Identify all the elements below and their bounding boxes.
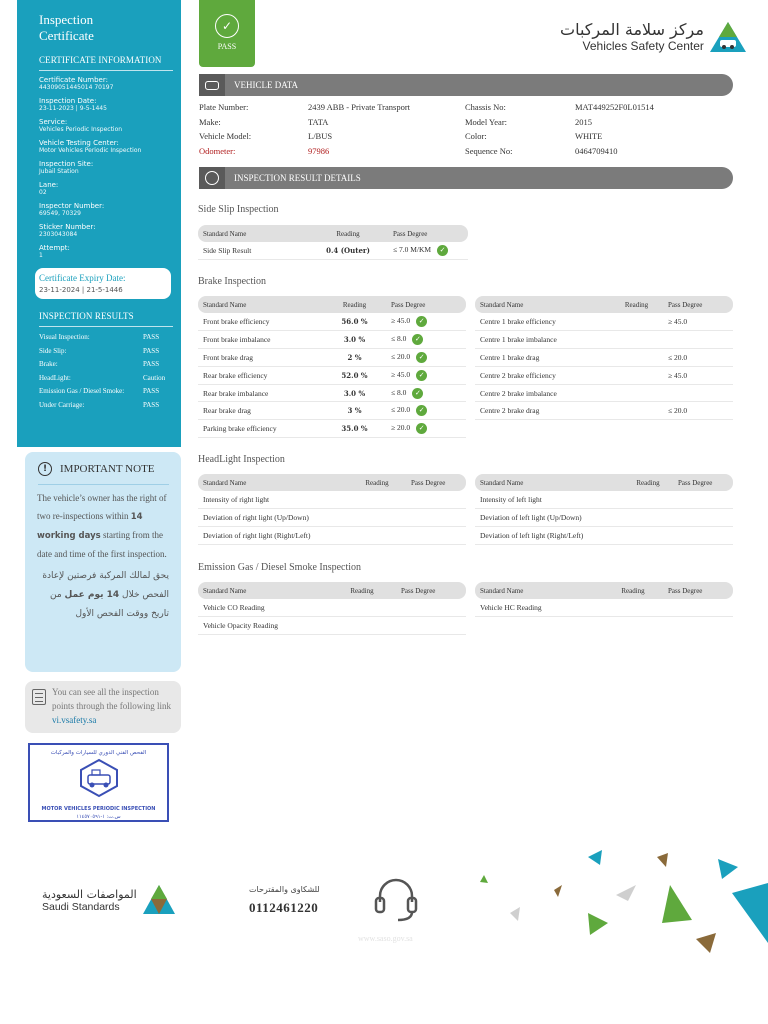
table-row: [198, 402, 466, 420]
link-box-text: You can see all the inspection points through the following link: [52, 687, 171, 711]
result-row: [39, 385, 173, 399]
cell-pass-degree: [673, 491, 733, 509]
table-row: [198, 366, 466, 384]
sidebar-title: [39, 12, 173, 44]
cert-field-value: 23-11-2023 | 9-5-1445: [39, 105, 107, 112]
vehicle-right-labels: [465, 100, 512, 158]
cert-field-value: 69549, 70329: [39, 210, 81, 217]
result-value: PASS: [143, 360, 160, 368]
column-header-name: Standard Name: [198, 474, 348, 491]
cell-reading: [610, 384, 663, 402]
result-row: [39, 345, 173, 359]
exclamation-icon: !: [38, 462, 52, 476]
cert-fields: [39, 76, 173, 260]
logo-arabic: مركز سلامة المركبات: [560, 19, 704, 39]
check-icon: ✓: [416, 423, 427, 434]
pass-degree-text: ≥ 45.0: [668, 317, 688, 327]
important-note: [25, 452, 181, 672]
cell-standard-name: Intensity of right light: [198, 491, 348, 509]
pass-degree-text: ≥ 45.0: [391, 316, 411, 326]
vehicle-value: 2439 ABB - Private Transport: [308, 102, 411, 112]
headset-icon: [372, 876, 420, 922]
cell-reading: [610, 402, 663, 420]
table-row: [198, 527, 466, 545]
result-value: PASS: [143, 387, 160, 395]
cell-standard-name: Centre 2 brake efficiency: [475, 366, 610, 384]
result-row: [39, 331, 173, 345]
result-label: HeadLight:: [39, 373, 71, 382]
cell-reading: [623, 527, 673, 545]
cell-standard-name: Vehicle HC Reading: [475, 599, 603, 617]
vehicle-value: 0464709410: [575, 145, 618, 156]
cell-reading: 35.0 %: [323, 420, 386, 438]
vehicle-value: 2015: [575, 116, 592, 127]
vehicle-label: Vehicle Model:: [199, 131, 252, 142]
cell-reading: 0.4 (Outer): [308, 242, 388, 260]
gear-icon: [199, 167, 225, 189]
inspection-link[interactable]: vi.vsafety.sa: [52, 715, 97, 725]
cert-field-label: Inspection Site:: [39, 160, 94, 168]
vehicle-left-labels: [199, 100, 251, 158]
column-header-reading: Reading: [610, 296, 663, 313]
cell-pass-degree: [663, 349, 733, 367]
expiry-value: 23-11-2024 | 21-5-1446: [39, 286, 123, 294]
note-en-2: starting from the date and time of the first inspection.: [37, 530, 167, 559]
inspection-results-heading: INSPECTION RESULTS: [39, 311, 173, 327]
cert-field-label: Inspection Date:: [39, 97, 97, 105]
cert-field-value: Motor Vehicles Periodic Inspection: [39, 147, 142, 154]
cell-standard-name: Rear brake drag: [198, 402, 323, 420]
vehicle-label: Make:: [199, 116, 221, 127]
cell-standard-name: Centre 1 brake drag: [475, 349, 610, 367]
column-header-pass: Pass Degree: [663, 296, 733, 313]
check-icon: ✓: [416, 316, 427, 327]
cert-info-heading: CERTIFICATE INFORMATION: [39, 55, 173, 71]
emission-table-left: [198, 582, 466, 635]
cell-pass-degree: [388, 242, 468, 260]
column-header-name: Standard Name: [475, 474, 623, 491]
vehicle-right-values: [575, 100, 654, 158]
document-icon: [32, 689, 46, 705]
cell-pass-degree: [386, 366, 466, 384]
stamp-english: MOTOR VEHICLES PERIODIC INSPECTION: [41, 806, 156, 812]
cert-field-label: Vehicle Testing Center:: [39, 139, 119, 147]
cell-reading: 56.0 %: [323, 313, 386, 331]
table-row: [198, 331, 466, 349]
check-icon: ✓: [412, 388, 423, 399]
cert-field-value: Jubail Station: [39, 168, 79, 175]
cell-pass-degree: [396, 599, 466, 617]
inspection-results-list: [39, 331, 173, 412]
check-icon: ✓: [437, 245, 448, 256]
note-heading: [38, 462, 169, 485]
table-row: [475, 509, 733, 527]
cert-field-label: Sticker Number:: [39, 223, 96, 231]
cell-standard-name: Centre 1 brake efficiency: [475, 313, 610, 331]
cell-pass-degree: [663, 384, 733, 402]
side-slip-heading: Side Slip Inspection: [198, 204, 279, 215]
cell-pass-degree: [406, 527, 466, 545]
column-header-name: Standard Name: [198, 225, 308, 242]
website-footer: www.saso.gov.sa: [358, 934, 413, 943]
check-icon: ✓: [416, 370, 427, 381]
pass-degree-text: ≤ 20.0: [391, 405, 411, 415]
note-english: [37, 489, 169, 563]
cell-pass-degree: [406, 509, 466, 527]
cell-reading: 52.0 %: [323, 366, 386, 384]
table-row: [198, 509, 466, 527]
note-ar-1: يحق لمالك المركبة فرصتين لإعادة الفحص خلال: [42, 571, 169, 600]
result-label: Under Carriage:: [39, 400, 85, 409]
vehicle-data-heading: VEHICLE DATA: [234, 80, 299, 90]
result-value: PASS: [143, 333, 160, 341]
side-slip-table: [198, 225, 468, 260]
cell-standard-name: Front brake imbalance: [198, 331, 323, 349]
sidebar-title-line1: Inspection: [39, 12, 94, 27]
cert-field-value: 1: [39, 252, 43, 259]
result-label: Brake:: [39, 360, 58, 368]
cell-reading: [603, 599, 663, 617]
result-row: [39, 358, 173, 372]
cert-field-label: Certificate Number:: [39, 76, 108, 84]
column-header-pass: Pass Degree: [406, 474, 466, 491]
saso-english: Saudi Standards: [42, 900, 120, 913]
cell-standard-name: Deviation of right light (Right/Left): [198, 527, 348, 545]
cert-field-label: Attempt:: [39, 244, 70, 252]
column-header-name: Standard Name: [475, 296, 610, 313]
inspection-stamp: [28, 743, 169, 822]
result-label: Emission Gas / Diesel Smoke:: [39, 387, 125, 395]
expiry-box: [35, 268, 171, 299]
brake-heading: Brake Inspection: [198, 276, 267, 287]
note-ar-2: من تاريخ ووقت الفحص الأول: [49, 590, 169, 619]
brake-table-left: [198, 296, 466, 438]
cell-standard-name: Deviation of left light (Up/Down): [475, 509, 623, 527]
result-label: Side Slip:: [39, 346, 67, 355]
column-header-name: Standard Name: [198, 296, 323, 313]
vehicle-label: Chassis No:: [465, 102, 506, 112]
cert-field-value: Vehicles Periodic Inspection: [39, 126, 123, 133]
column-header-pass: Pass Degree: [663, 582, 733, 599]
column-header-name: Standard Name: [475, 582, 603, 599]
pass-degree-text: ≥ 45.0: [391, 370, 411, 379]
cell-pass-degree: [663, 331, 733, 349]
result-row: [39, 399, 173, 413]
column-header-pass: Pass Degree: [673, 474, 733, 491]
headlight-table-left: [198, 474, 466, 545]
cell-standard-name: Deviation of right light (Up/Down): [198, 509, 348, 527]
column-header-reading: Reading: [308, 225, 388, 242]
cert-field-value: 2303043084: [39, 231, 78, 238]
result-label: Visual Inspection:: [39, 333, 90, 341]
check-icon: ✓: [412, 334, 423, 345]
inspection-result-bar: [199, 167, 733, 189]
table-row: [475, 599, 733, 617]
inspection-link-box: [25, 681, 181, 733]
cell-reading: [610, 366, 663, 384]
cell-standard-name: Parking brake efficiency: [198, 420, 323, 438]
cell-reading: 3.0 %: [323, 384, 386, 402]
headlight-heading: HeadLight Inspection: [198, 454, 285, 465]
cell-reading: [328, 599, 396, 617]
cell-pass-degree: [663, 402, 733, 420]
table-row: [198, 491, 466, 509]
column-header-reading: Reading: [623, 474, 673, 491]
table-row: [198, 420, 466, 438]
saso-logo: [42, 883, 177, 917]
pass-degree-text: ≥ 45.0: [668, 370, 688, 380]
column-header-reading: Reading: [603, 582, 663, 599]
inspection-result-heading: INSPECTION RESULT DETAILS: [234, 173, 361, 183]
cell-standard-name: Vehicle CO Reading: [198, 599, 328, 617]
table-row: [475, 527, 733, 545]
table-row: [198, 384, 466, 402]
cell-pass-degree: [396, 617, 466, 635]
result-value: PASS: [143, 400, 160, 409]
vehicle-value: 97986: [308, 145, 330, 156]
table-row: [198, 349, 466, 367]
car-icon: [199, 74, 225, 96]
stamp-car-icon: [77, 758, 121, 798]
pass-degree-text: ≤ 8.0: [391, 334, 407, 344]
cell-standard-name: Vehicle Opacity Reading: [198, 617, 328, 635]
table-row: [198, 599, 466, 617]
vehicle-label: Color:: [465, 131, 487, 142]
cell-pass-degree: [673, 509, 733, 527]
cell-standard-name: Front brake drag: [198, 349, 323, 367]
note-en-1: The vehicle’s owner has the right of two re-inspections within: [37, 493, 167, 521]
vehicle-label: Sequence No:: [465, 145, 513, 156]
column-header-pass: Pass Degree: [396, 582, 466, 599]
expiry-label: Certificate Expiry Date:: [39, 273, 126, 283]
saso-logo-icon: [141, 883, 177, 917]
cell-reading: [348, 509, 406, 527]
pass-badge: [199, 0, 255, 67]
cell-reading: [348, 491, 406, 509]
result-row: [39, 372, 173, 386]
vehicle-value: L/BUS: [308, 131, 333, 142]
cell-standard-name: Intensity of left light: [475, 491, 623, 509]
pass-degree-text: ≥ 20.0: [391, 423, 411, 433]
note-heading-text: IMPORTANT NOTE: [60, 463, 155, 475]
cell-reading: [610, 331, 663, 349]
cell-reading: [610, 313, 663, 331]
table-row: [475, 384, 733, 402]
cell-pass-degree: [386, 384, 466, 402]
stamp-arabic: الفحص الفني الدوري للسيارات والمركبات: [50, 750, 147, 756]
pass-degree-text: ≤ 8.0: [391, 387, 407, 397]
cell-pass-degree: [386, 331, 466, 349]
decorative-triangles: [470, 845, 768, 960]
certificate-sidebar: [17, 0, 181, 447]
vehicle-data-bar: [199, 74, 733, 96]
pass-degree-text: ≤ 20.0: [391, 352, 411, 362]
vehicle-label: Odometer:: [199, 145, 236, 156]
table-row: [475, 331, 733, 349]
cell-pass-degree: [663, 366, 733, 384]
check-icon: ✓: [416, 352, 427, 363]
check-icon: ✓: [416, 405, 427, 416]
cell-standard-name: Centre 2 brake drag: [475, 402, 610, 420]
contact-info: [249, 885, 320, 916]
table-row: [198, 313, 466, 331]
cert-field-value: 44309051445014 70197: [39, 84, 114, 91]
cell-standard-name: Rear brake imbalance: [198, 384, 323, 402]
cell-reading: [348, 527, 406, 545]
vehicles-safety-center-logo: [560, 20, 748, 54]
vehicle-value: MAT449252F0L01514: [575, 102, 654, 112]
vehicle-label: Plate Number:: [199, 102, 249, 112]
column-header-pass: Pass Degree: [386, 296, 466, 313]
sidebar-title-line2: Certificate: [39, 28, 94, 43]
vehicle-value: TATA: [308, 116, 329, 127]
cell-pass-degree: [386, 349, 466, 367]
pass-degree-text: ≤ 20.0: [668, 352, 688, 362]
table-row: [475, 313, 733, 331]
cell-reading: [623, 509, 673, 527]
vsc-logo-icon: [708, 20, 748, 54]
brake-table-right: [475, 296, 733, 420]
table-row: [198, 617, 466, 635]
emission-heading: Emission Gas / Diesel Smoke Inspection: [198, 562, 362, 573]
cell-pass-degree: [406, 491, 466, 509]
cell-reading: 3.0 %: [323, 331, 386, 349]
cell-standard-name: Centre 1 brake imbalance: [475, 331, 610, 349]
vehicle-value: WHITE: [575, 131, 603, 142]
cert-field-label: Inspector Number:: [39, 202, 105, 210]
saso-arabic: المواصفات السعودية: [42, 887, 137, 901]
cell-reading: [328, 617, 396, 635]
column-header-name: Standard Name: [198, 582, 328, 599]
cell-standard-name: Centre 2 brake imbalance: [475, 384, 610, 402]
result-value: PASS: [143, 346, 160, 355]
headlight-table-right: [475, 474, 733, 545]
stamp-number: س.ت: ١-١١٤٥٧٠٥٩١: [76, 814, 121, 820]
table-row: [475, 491, 733, 509]
column-header-reading: Reading: [328, 582, 396, 599]
cert-field-value: 02: [39, 189, 47, 196]
note-ar-bold: 14 يوم عمل: [64, 590, 120, 600]
cell-standard-name: Deviation of left light (Right/Left): [475, 527, 623, 545]
cell-pass-degree: [673, 527, 733, 545]
column-header-reading: Reading: [348, 474, 406, 491]
table-row: [475, 366, 733, 384]
emission-table-right: [475, 582, 733, 617]
table-row: [198, 242, 468, 260]
cell-reading: 3 %: [323, 402, 386, 420]
cert-field-label: Service:: [39, 118, 68, 126]
note-en-bold: 14 working days: [37, 512, 143, 541]
logo-english: Vehicles Safety Center: [582, 38, 704, 53]
cell-pass-degree: [386, 402, 466, 420]
cell-standard-name: Rear brake efficiency: [198, 366, 323, 384]
pass-badge-label: PASS: [217, 42, 237, 51]
pass-degree-text: ≤ 20.0: [668, 406, 688, 416]
cell-pass-degree: [663, 313, 733, 331]
cell-reading: [623, 491, 673, 509]
note-arabic: [37, 567, 169, 624]
vehicle-left-values: [308, 100, 410, 158]
table-row: [475, 349, 733, 367]
cell-pass-degree: [386, 420, 466, 438]
cell-reading: 2 %: [323, 349, 386, 367]
cert-field-label: Lane:: [39, 181, 59, 189]
contact-arabic: للشكاوى والمقترحات: [249, 885, 320, 894]
cell-standard-name: Front brake efficiency: [198, 313, 323, 331]
column-header-pass: Pass Degree: [388, 225, 468, 242]
check-circle-icon: ✓: [215, 14, 239, 38]
cell-pass-degree: [663, 599, 733, 617]
result-value: Caution: [143, 373, 166, 382]
vehicle-label: Model Year:: [465, 116, 508, 127]
contact-phone: 0112461220: [249, 900, 319, 915]
table-row: [475, 402, 733, 420]
cell-reading: [610, 349, 663, 367]
pass-degree-text: ≤ 7.0 M/KM: [393, 245, 432, 255]
cell-standard-name: Side Slip Result: [198, 242, 308, 260]
cell-pass-degree: [386, 313, 466, 331]
column-header-reading: Reading: [323, 296, 386, 313]
